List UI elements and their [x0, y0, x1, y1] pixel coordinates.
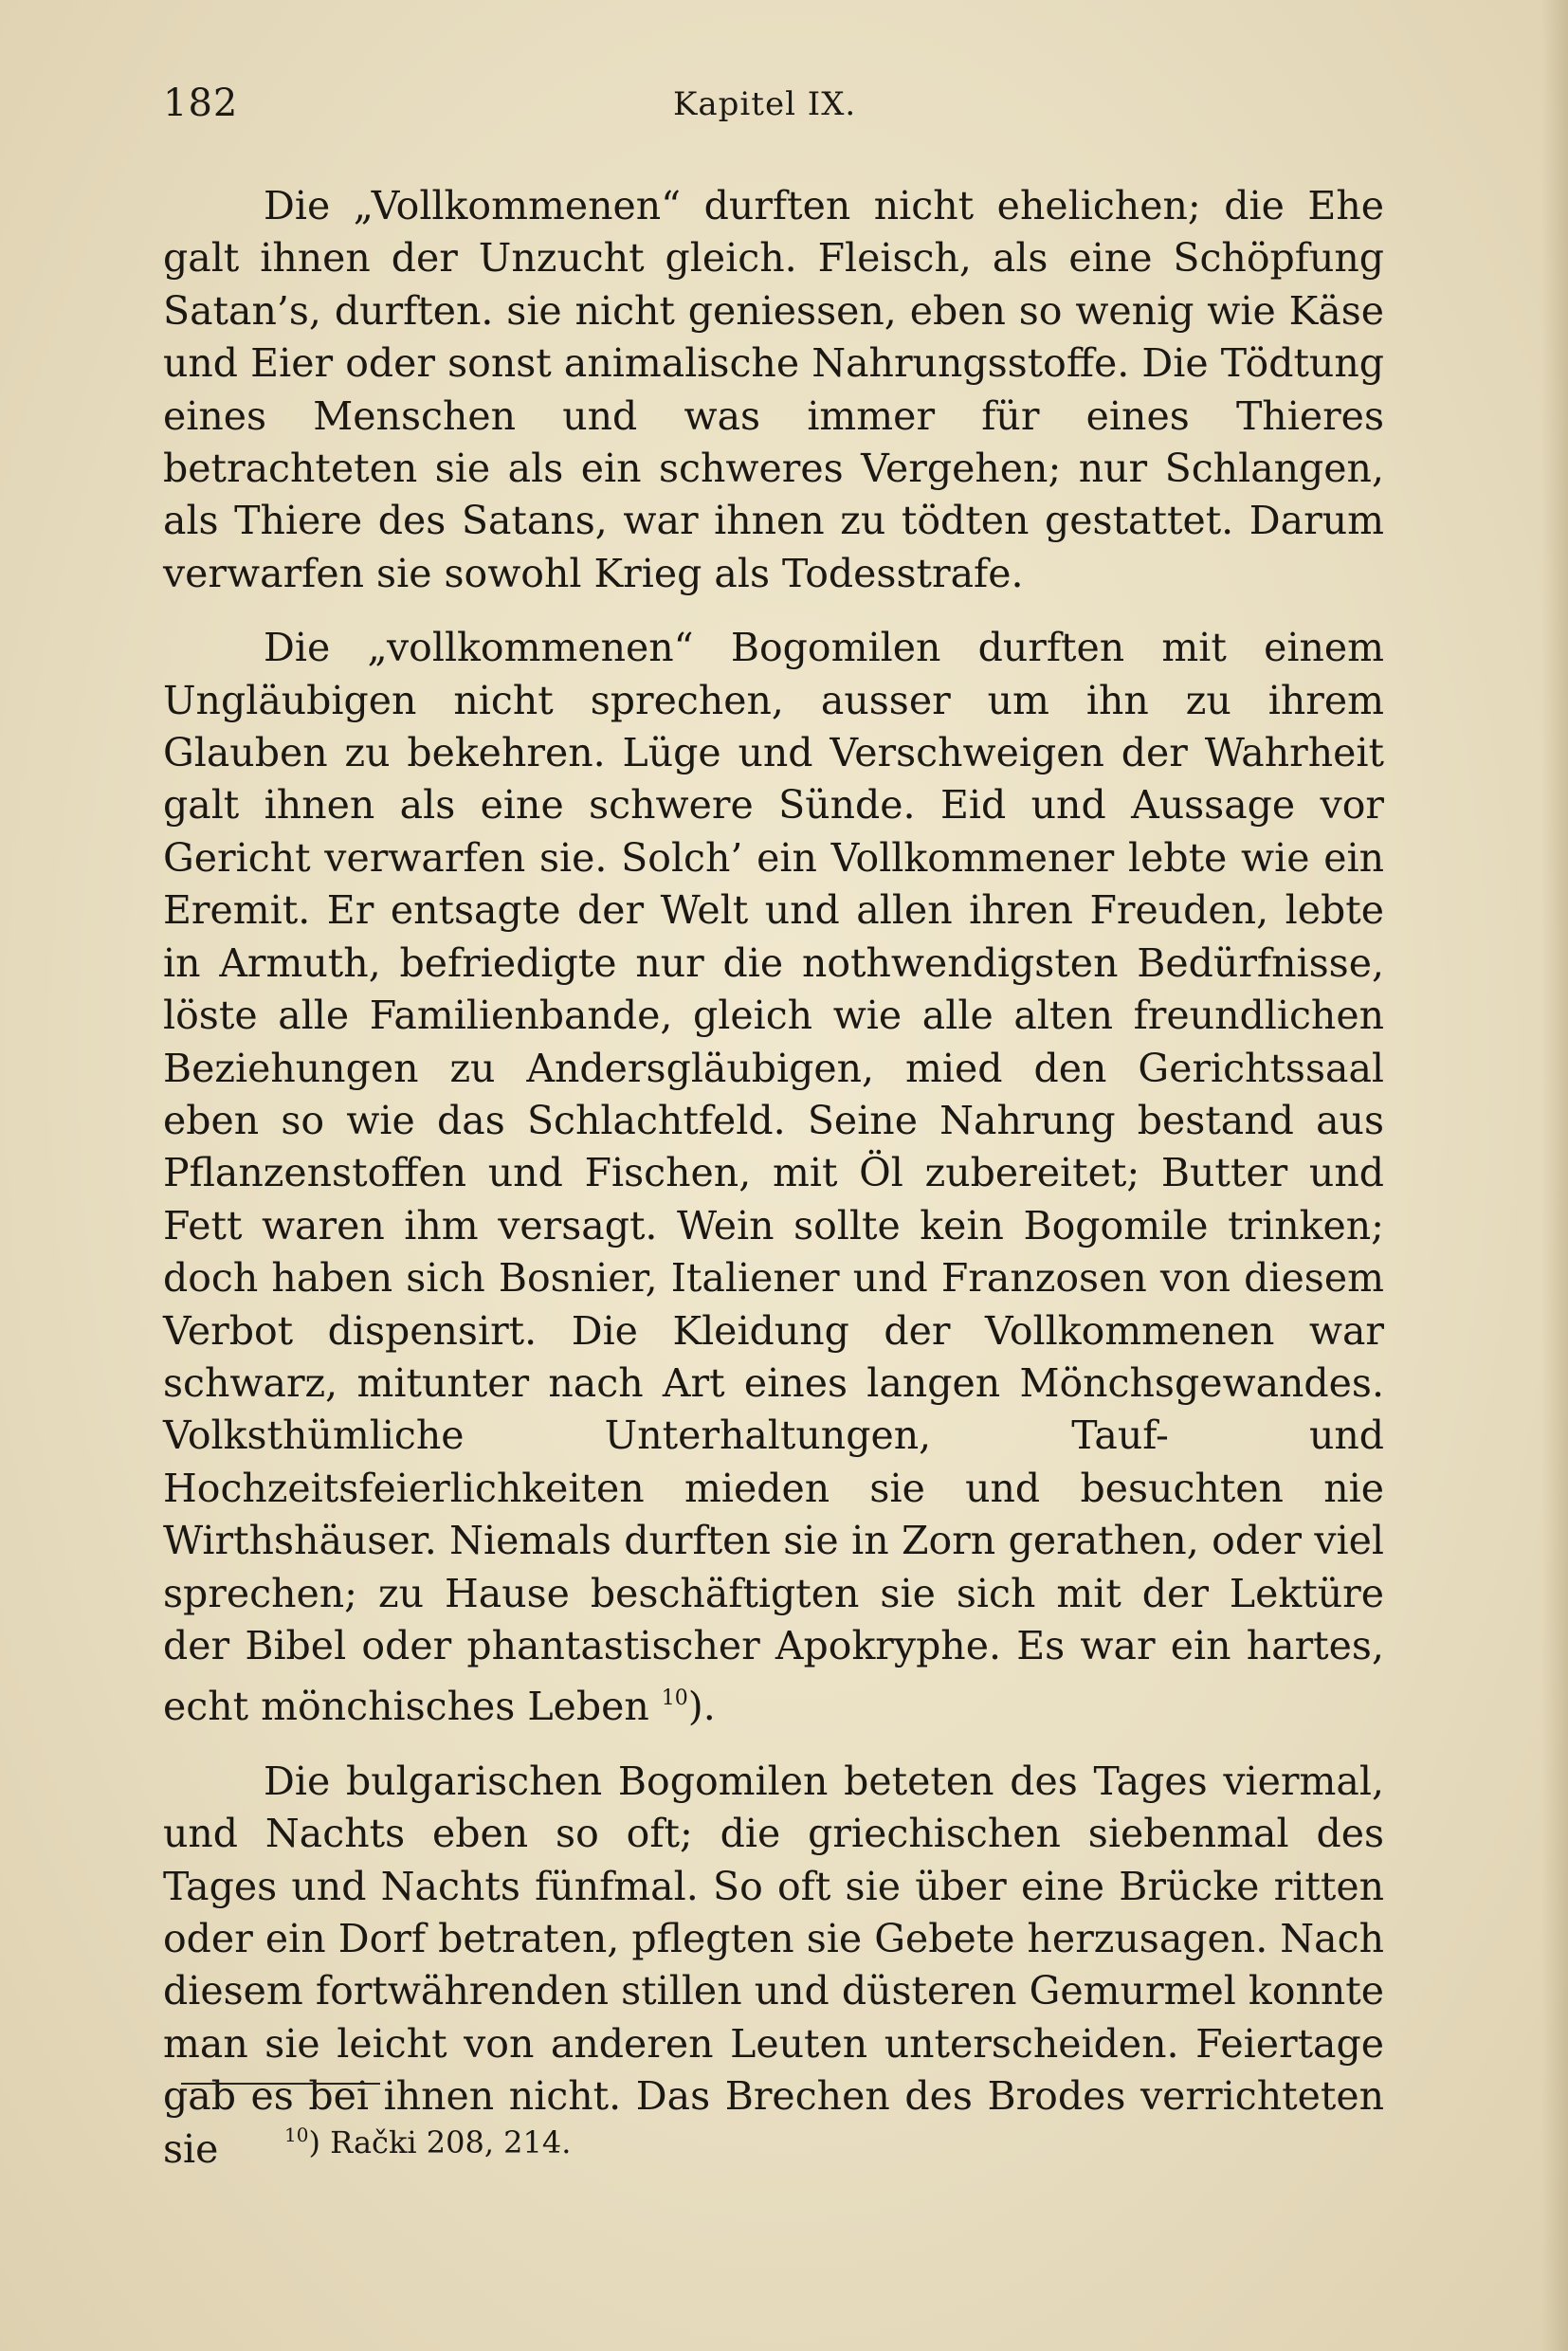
paragraph-2 — [163, 622, 1384, 1734]
page-edge-shadow — [1541, 0, 1568, 2351]
page-number: 182 — [163, 82, 239, 125]
footnote-marker-close: ) — [308, 2124, 320, 2160]
footnote-text: Rački 208, 214. — [330, 2124, 572, 2160]
footnote-reference-close: ). — [687, 1684, 716, 1730]
footnote — [284, 2123, 571, 2160]
paragraph-1: Die „Vollkommenen“ durften nicht ehelichen; die Ehe galt ihnen der Unzucht gleich. Fleisch, als eine Schöpfung Satan’s, durften. sie nicht geniessen, eben so wenig wie Käse und Eier oder sonst animalische Nahrungsstoffe. Die Tödtung eines Menschen und was immer für eines Thieres betrachteten sie als ein schweres Vergehen; nur Schlangen, als Thiere des Satans, war ihnen zu tödten gestattet. Darum verwarfen sie sowohl Krieg als Todesstrafe. — [163, 183, 1384, 596]
footnote-reference: 10 — [661, 1686, 688, 1711]
footnote-divider — [181, 2083, 380, 2085]
running-head — [163, 82, 1384, 138]
paragraph-2-text: Die „vollkommenen“ Bogomilen durften mit einem Ungläubigen nicht sprechen, ausser um ihn zu ihrem Glauben zu bekehren. Lüge und Verschweigen der Wahrheit galt ihnen als eine schwere Sünde. Eid und Aussage vor Gericht verwarfen sie. Solch’ ein Vollkommener lebte wie ein Eremit. Er entsagte der Welt und allen ihren Freuden, lebte in Armuth, befriedigte nur die nothwendigsten Bedürfnisse, löste alle Familienbande, gleich wie alle alten freundlichen Beziehungen zu Andersgläubigen, mied den Gerichtssaal eben so wie das Schlachtfeld. Seine Nahrung bestand aus Pflanzenstoffen und Fischen, mit Öl zubereitet; Butter und Fett waren ihm versagt. Wein sollte kein Bogomile trinken; doch haben sich Bosnier, Italiener und Franzosen von diesem Verbot dispensirt. Die Kleidung der Vollkommenen war schwarz, mitunter nach Art eines langen Mönchsgewandes. Volksthümliche Unterhaltungen, Tauf- und Hochzeitsfeierlichkeiten mieden sie und besuchten nie Wirthshäuser. Niemals durften sie in Zorn gerathen, oder viel sprechen; zu Hause beschäftigten sie sich mit der Lektüre der Bibel oder phantastischer Apokryphe. Es war ein hartes, echt mönchisches Leben — [163, 625, 1384, 1730]
body-text — [163, 180, 1384, 2176]
footnote-marker: 10 — [284, 2123, 309, 2146]
paragraph-3: Die bulgarischen Bogomilen beteten des Tages viermal, und Nachts eben so oft; die griechischen siebenmal des Tages und Nachts fünfmal. So oft sie über eine Brücke ritten oder ein Dorf betraten, pflegten sie Gebete herzusagen. Nach diesem fortwährenden stillen und düsteren Gemurmel konnte man sie leicht von anderen Leuten unterscheiden. Feiertage gab es bei ihnen nicht. Das Brechen des Brodes verrichteten sie — [163, 1758, 1384, 2172]
chapter-title: Kapitel IX. — [673, 85, 857, 123]
